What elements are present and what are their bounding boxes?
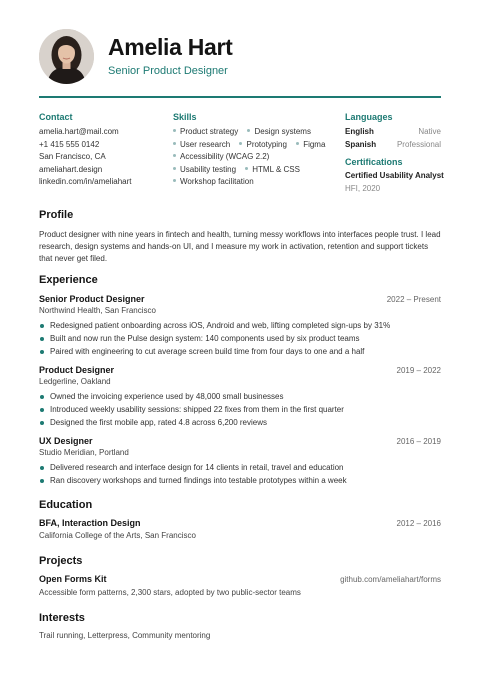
certification-issuer: HFI, 2020 <box>345 183 381 193</box>
list-item: Built and now run the Pulse design system: 140 components used by six product teams <box>39 332 441 345</box>
profile-heading: Profile <box>39 209 74 221</box>
skill-item: Product strategy <box>173 126 238 139</box>
project-link[interactable]: github.com/ameliahart/forms <box>340 575 441 584</box>
candidate-role: Senior Product Designer <box>108 65 228 77</box>
job-dates: 2022 – Present <box>386 295 441 304</box>
bullet-dot-icon <box>40 408 44 412</box>
job-bullets <box>39 390 441 429</box>
bullet-dot-icon <box>40 479 44 483</box>
experience-heading: Experience <box>39 274 98 286</box>
education-school: California College of the Arts, San Francisco <box>39 531 196 540</box>
contact-email[interactable]: amelia.hart@mail.com <box>39 127 119 136</box>
job-dates: 2016 – 2019 <box>396 437 441 446</box>
job-company: Northwind Health, San Francisco <box>39 306 156 315</box>
skill-item: Usability testing <box>173 164 236 177</box>
bullet-dot-icon <box>40 337 44 341</box>
contact-linkedin[interactable]: linkedin.com/in/ameliahart <box>39 177 132 186</box>
job-title: Senior Product Designer <box>39 294 145 304</box>
certification-name: Certified Usability Analyst <box>345 171 444 180</box>
interests-heading: Interests <box>39 612 85 624</box>
skills-row <box>173 176 333 189</box>
bullet-dot-icon <box>173 129 176 132</box>
bullet-dot-icon <box>40 421 44 425</box>
bullet-dot-icon <box>296 142 299 145</box>
skill-item: Workshop facilitation <box>173 176 254 189</box>
skill-item: HTML & CSS <box>245 164 300 177</box>
skills-column <box>173 111 333 189</box>
skills-row <box>173 139 333 152</box>
language-name: Spanish <box>345 139 377 149</box>
bullet-dot-icon <box>40 350 44 354</box>
interests-text: Trail running, Letterpress, Community mentoring <box>39 631 211 640</box>
certifications-heading: Certifications <box>345 157 403 167</box>
list-item: Delivered research and interface design for 14 clients in retail, travel and education <box>39 461 441 474</box>
list-item: Ran discovery workshops and turned findings into testable prototypes within a week <box>39 474 441 487</box>
project-description: Accessible form patterns, 2,300 stars, adopted by two public-sector teams <box>39 588 301 597</box>
bullet-dot-icon <box>173 167 176 170</box>
education-heading: Education <box>39 499 93 511</box>
skill-item: User research <box>173 139 230 152</box>
job-company: Ledgerline, Oakland <box>39 377 111 386</box>
bullet-dot-icon <box>40 466 44 470</box>
list-item: Owned the invoicing experience used by 48,000 small businesses <box>39 390 441 403</box>
bullet-dot-icon <box>173 179 176 182</box>
profile-text: Product designer with nine years in fintech and health, turning messy workflows into interfaces people trust. I lead research, design systems and hands-on UI, and I measure my work in activation, retention and support tickets that never get filed. <box>39 230 441 263</box>
language-level: Native <box>418 127 441 136</box>
language-level: Professional <box>396 139 441 149</box>
skill-item: Design systems <box>247 126 310 139</box>
skills-row <box>173 126 333 139</box>
bullet-dot-icon <box>245 167 248 170</box>
skills-row <box>173 151 333 164</box>
contact-heading: Contact <box>39 112 73 122</box>
contact-phone[interactable]: +1 415 555 0142 <box>39 139 100 149</box>
language-item <box>345 126 441 139</box>
list-item: Designed the first mobile app, rated 4.8 across 6,200 reviews <box>39 416 441 429</box>
list-item: Paired with engineering to cut average screen build time from four days to one and a half <box>39 345 441 358</box>
projects-heading: Projects <box>39 555 83 567</box>
header-divider <box>39 96 441 98</box>
skill-item: Accessibility (WCAG 2.2) <box>173 151 269 164</box>
bullet-dot-icon <box>173 154 176 157</box>
candidate-name: Amelia Hart <box>108 34 233 60</box>
education-degree: BFA, Interaction Design <box>39 518 141 528</box>
contact-location: San Francisco, CA <box>39 152 106 161</box>
job-company: Studio Meridian, Portland <box>39 448 129 457</box>
portrait-photo <box>39 29 94 84</box>
contact-website[interactable]: ameliahart.design <box>39 164 103 174</box>
list-item: Introduced weekly usability sessions: shipped 22 fixes from them in the first quarter <box>39 403 441 416</box>
language-name: English <box>345 127 374 136</box>
job-bullets <box>39 319 441 358</box>
project-name: Open Forms Kit <box>39 574 107 584</box>
bullet-dot-icon <box>40 395 44 399</box>
language-item <box>345 139 441 152</box>
list-item: Redesigned patient onboarding across iOS, Android and web, lifting completed sign-ups by 31% <box>39 319 441 332</box>
contact-column <box>39 111 169 189</box>
avatar <box>39 29 94 84</box>
skill-item: Figma <box>296 139 325 152</box>
skills-heading: Skills <box>173 112 197 122</box>
languages-column <box>345 111 444 195</box>
bullet-dot-icon <box>239 142 242 145</box>
languages-heading: Languages <box>345 112 393 122</box>
skills-row <box>173 164 333 177</box>
education-dates: 2012 – 2016 <box>396 519 441 528</box>
job-bullets <box>39 461 441 487</box>
job-title: Product Designer <box>39 365 115 375</box>
skill-item: Prototyping <box>239 139 286 152</box>
bullet-dot-icon <box>40 324 44 328</box>
job-title: UX Designer <box>39 436 93 446</box>
bullet-dot-icon <box>247 129 250 132</box>
job-dates: 2019 – 2022 <box>396 366 441 375</box>
bullet-dot-icon <box>173 142 176 145</box>
